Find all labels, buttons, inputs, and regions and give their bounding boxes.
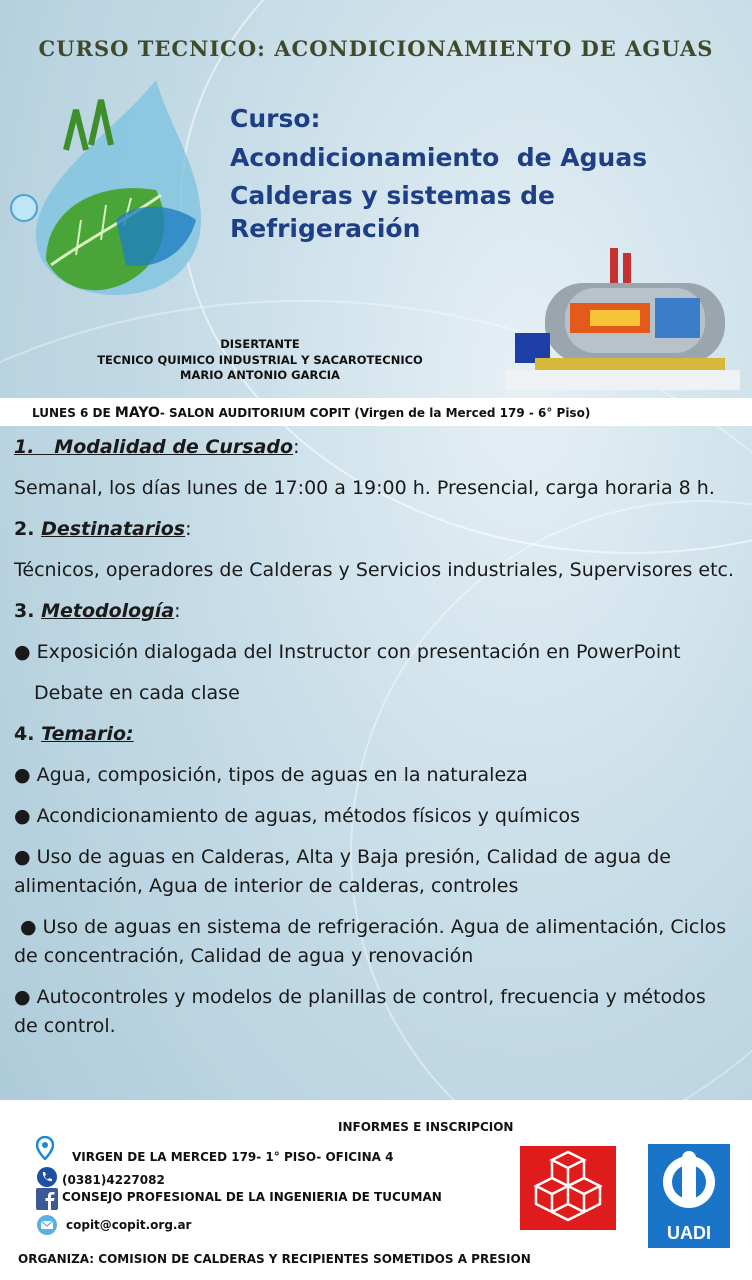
- section-number: 2.: [14, 518, 42, 540]
- colon: :: [293, 436, 300, 458]
- footer-email[interactable]: copit@copit.org.ar: [66, 1218, 192, 1232]
- facebook-icon[interactable]: [36, 1188, 58, 1210]
- section-temario-title: Temario:: [41, 723, 134, 745]
- list-item: Debate en cada clase: [34, 682, 240, 704]
- colon: :: [185, 518, 192, 540]
- poster-title: CURSO TECNICO: ACONDICIONAMIENTO DE AGUAS: [38, 36, 714, 61]
- list-item: ● Uso de aguas en Calderas, Alta y Baja presión, Calidad de agua de alimentación, Agua de interior de calderas, controles: [14, 846, 671, 897]
- course-line-2: Calderas y sistemas de: [230, 181, 556, 210]
- phone-icon: [36, 1166, 58, 1188]
- speaker-title: TECNICO QUIMICO INDUSTRIAL Y SACAROTECNICO: [97, 352, 423, 367]
- section-temario-heading: [14, 720, 734, 749]
- section-modalidad-text: Semanal, los días lunes de 17:00 a 19:00 h. Presencial, carga horaria 8 h.: [14, 477, 715, 499]
- section-modalidad-title: 1. Modalidad de Cursado: [14, 436, 294, 458]
- uadi-label: UADI: [667, 1223, 711, 1243]
- section-destinatarios-heading: [14, 515, 734, 544]
- course-line-3: Refrigeración: [230, 213, 421, 243]
- organizer-line: ORGANIZA: COMISION DE CALDERAS Y RECIPIENTES SOMETIDOS A PRESION: [18, 1252, 531, 1266]
- course-line-1: Acondicionamiento de Aguas: [230, 142, 648, 172]
- uadi-emblem-icon: [648, 1144, 730, 1224]
- section-destinatarios-text: Técnicos, operadores de Calderas y Servicios industriales, Supervisores etc.: [14, 559, 735, 581]
- speaker-name: MARIO ANTONIO GARCIA: [180, 368, 340, 383]
- footer-address: VIRGEN DE LA MERCED 179- 1° PISO- OFICINA 4: [72, 1150, 394, 1164]
- footer-phone: (0381)4227082: [62, 1173, 165, 1187]
- section-number: 4.: [14, 723, 42, 745]
- list-item: ● Autocontroles y modelos de planillas de control, frecuencia y métodos de control.: [14, 986, 706, 1037]
- colon: :: [174, 600, 181, 622]
- course-label: Curso:: [230, 104, 321, 133]
- email-icon: [36, 1214, 58, 1236]
- location-pin-icon: [36, 1136, 54, 1160]
- course-details: [14, 433, 734, 1041]
- section-modalidad-heading: [14, 433, 734, 462]
- speaker-role: DISERTANTE: [220, 337, 300, 351]
- section-number: 3.: [14, 600, 42, 622]
- uadi-logo: [648, 1144, 730, 1248]
- boiler-illustration: [505, 248, 740, 390]
- speaker-block: [70, 337, 450, 384]
- section-metodologia-title: Metodología: [41, 600, 175, 622]
- list-item: ● Acondicionamiento de aguas, métodos físicos y químicos: [14, 805, 581, 827]
- date-month: MAYO: [114, 405, 160, 421]
- course-heading: [230, 103, 647, 251]
- list-item: ● Uso de aguas en sistema de refrigeración. Agua de alimentación, Ciclos de concentración, Calidad de agua y renovación: [14, 916, 733, 967]
- footer-facebook[interactable]: CONSEJO PROFESIONAL DE LA INGENIERIA DE TUCUMAN: [62, 1190, 442, 1204]
- date-day: LUNES 6 DE: [32, 406, 115, 420]
- copit-logo: [520, 1146, 616, 1230]
- date-venue: - SALON AUDITORIUM COPIT (Virgen de la Merced 179 - 6° Piso): [159, 406, 591, 420]
- cubes-icon: [520, 1146, 616, 1230]
- list-item: ● Agua, composición, tipos de aguas en la naturaleza: [14, 764, 528, 786]
- list-item: ● Exposición dialogada del Instructor con presentación en PowerPoint: [14, 641, 681, 663]
- footer-title: INFORMES E INSCRIPCION: [338, 1120, 514, 1134]
- event-date: [32, 405, 590, 421]
- section-destinatarios-title: Destinatarios: [41, 518, 186, 540]
- water-leaf-logo: [6, 70, 206, 300]
- section-metodologia-heading: [14, 597, 734, 626]
